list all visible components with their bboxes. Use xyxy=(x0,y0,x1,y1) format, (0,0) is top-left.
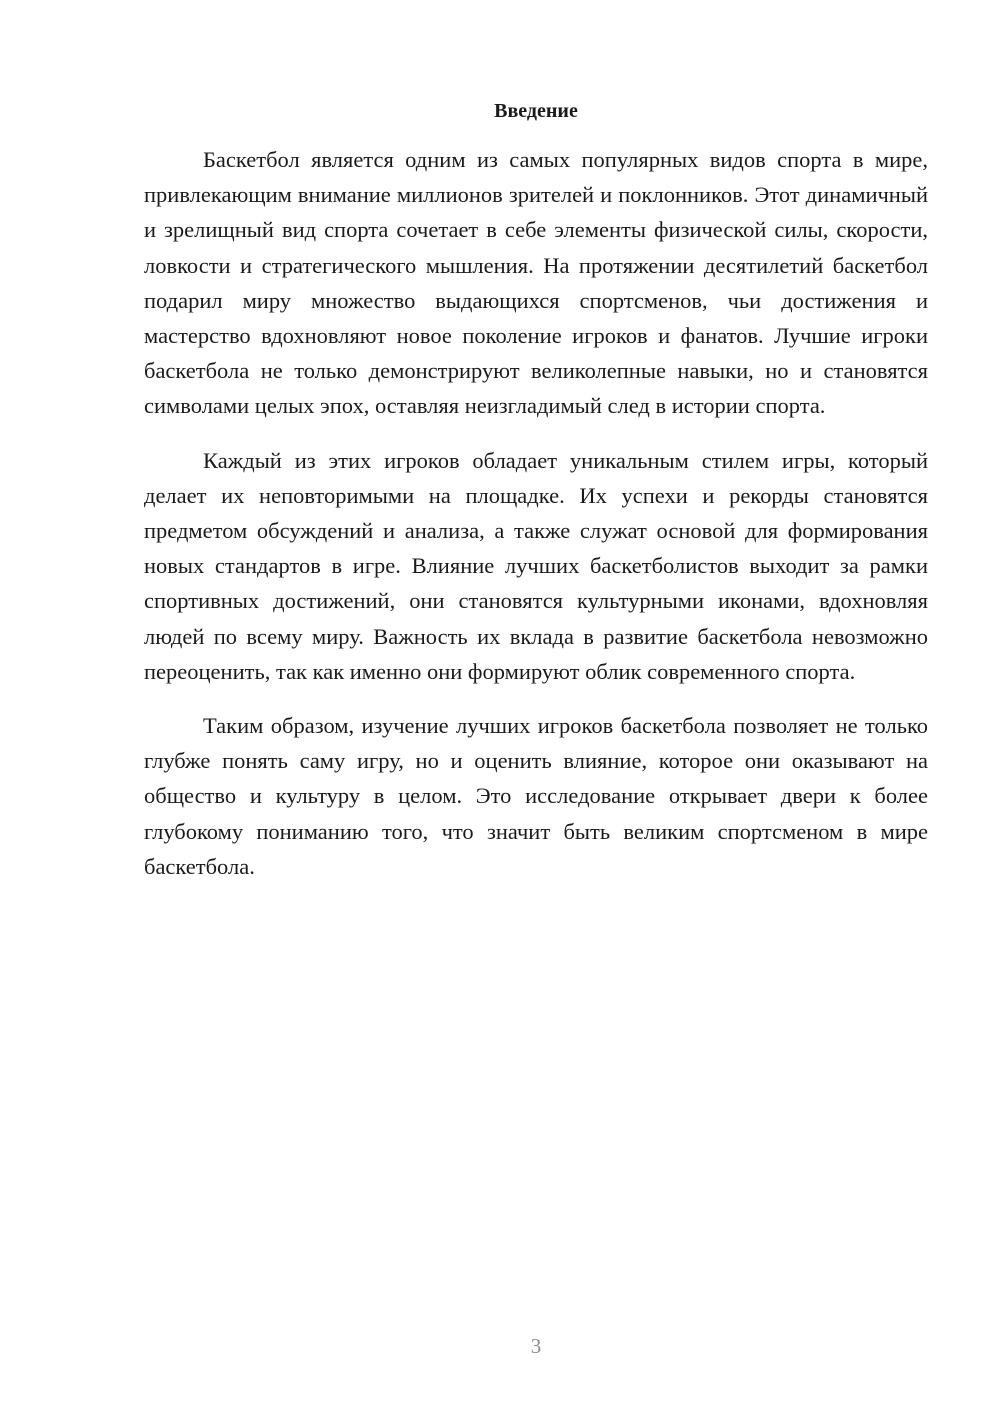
paragraph-intro: Баскетбол является одним из самых популярных видов спорта в мире, привлекающим внимание миллионов зрителей и поклонников. Этот динамичный и зрелищный вид спорта сочетает в себе элементы физической силы, скорости, ловкости и стратегического мышления. На протяжении десятилетий баскетбол подарил миру множество выдающихся спортсменов, чьи достижения и мастерство вдохновляют новое поколение игроков и фанатов. Лучшие игроки баскетбола не только демонстрируют великолепные навыки, но и становятся символами целых эпох, оставляя неизгладимый след в истории спорта. xyxy=(144,147,928,419)
page-title: Введение xyxy=(494,100,578,122)
document-body xyxy=(144,142,928,903)
page-number: 3 xyxy=(530,1334,542,1358)
paragraph-conclusion: Таким образом, изучение лучших игроков баскетбола позволяет не только глубже понять саму игру, но и оценить влияние, которое они оказывают на общество и культуру в целом. Это исследование открывает двери к более глубокому пониманию того, что значит быть великим спортсменом в мире баскетбола. xyxy=(144,713,928,879)
paragraph-players-style: Каждый из этих игроков обладает уникальным стилем игры, который делает их неповторимыми на площадке. Их успехи и рекорды становятся предметом обсуждений и анализа, а также служат основой для формирования новых стандартов в игре. Влияние лучших баскетболистов выходит за рамки спортивных достижений, они становятся культурными иконами, вдохновляя людей по всему миру. Важность их вклада в развитие баскетбола невозможно переоценить, так как именно они формируют облик современного спорта. xyxy=(144,447,928,684)
